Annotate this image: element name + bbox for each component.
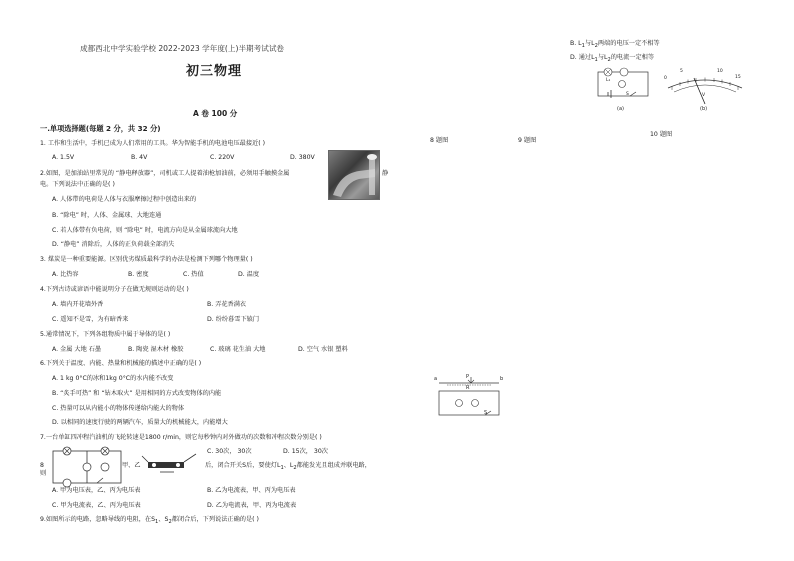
q8-l2-subscript: 2: [293, 465, 297, 472]
option-b-right: [570, 40, 660, 49]
q2-opt-c: C. 若人体带有负电荷，则 “除电” 时，电流方向是从金属球流向大地: [52, 227, 238, 234]
option-b-right-b: 与L: [584, 40, 595, 47]
circuit-a-diagram: [594, 68, 652, 102]
fig-a-caption: (a): [617, 106, 624, 112]
dial-label-0: 0: [664, 76, 667, 81]
fig10-caption: 10 题图: [650, 131, 673, 138]
q5-opt-b: B. 陶瓷 湿木材 橡胶: [128, 346, 184, 353]
q7-opt-d: D. 15次， 30次: [283, 448, 328, 455]
fig9-caption: 9 题图: [518, 137, 537, 144]
q8-circuit-diagram: [47, 447, 127, 489]
rheostat-label-b: b: [500, 376, 504, 382]
q1-opt-b: B. 4V: [131, 154, 148, 161]
q1-opt-a: A. 1.5V: [52, 154, 75, 161]
q8-opt-c: C. 甲为电流表，乙、丙为电压表: [52, 502, 141, 509]
voltmeter-dial: [664, 70, 746, 106]
option-b-right-a: B. L: [570, 40, 582, 47]
dial-label-15: 15: [735, 75, 741, 80]
rheostat-label-a: a: [434, 376, 438, 382]
q7-stem: 7.一台单缸四冲程汽油机的飞轮转速是1800 r/min，则它每秒钟内对外做功的次数和冲程次数分别是( ): [40, 434, 322, 441]
q4-stem: 4.下列古诗或谚语中能说明分子在做无规则运动的是( ): [40, 286, 189, 293]
option-b-sub1: 1: [581, 43, 585, 50]
q8-tool-figure: [140, 450, 200, 478]
q6-stem: 6.下列关于温度、内能、热量和机械能的描述中正确的是( ): [40, 360, 202, 367]
static-discharger-photo: [328, 150, 380, 200]
q9-stem-b: 、S: [158, 516, 169, 523]
q3-opt-a: A. 比热容: [52, 271, 79, 278]
q4-opt-a: A. 墙内开花墙外香: [52, 301, 104, 308]
rheostat-label-r: R: [466, 385, 470, 391]
q8-fragment-c-text: 、L: [283, 462, 294, 469]
circuit-a-label-s: S: [626, 92, 629, 97]
q9-s2-subscript: 2: [168, 519, 172, 526]
q8-fragment-d-text: 都能发光且组成并联电路，: [296, 462, 371, 469]
q4-opt-d: D. 纷纷暮雪下辕门: [207, 316, 260, 323]
q8-l1-subscript: 1: [280, 465, 284, 472]
q5-opt-a: A. 金属 大地 石墨: [52, 346, 102, 353]
q1-opt-c: C. 220V: [210, 154, 235, 161]
q2-stem-2: 电。下列说法中正确的是( ): [40, 181, 115, 188]
q2-opt-b: B. “除电” 时，人体、金属球、大地连通: [52, 212, 162, 219]
q8-opt-b: B. 乙为电流表，甲、丙为电压表: [207, 487, 296, 494]
q6-opt-d: D. 以相同的速度行驶的两辆汽车，质量大的机械能大，内能增大: [52, 419, 228, 426]
dial-label-10: 10: [717, 69, 723, 74]
option-b-right-c: 两端的电压一定不相等: [597, 40, 660, 47]
volume-label: A 卷 100 分: [193, 109, 238, 118]
option-d-right-c: 的电流一定相等: [610, 54, 655, 61]
option-d-right-a: D. 通过L: [570, 54, 595, 61]
q4-opt-b: B. 弄花香满衣: [207, 301, 247, 308]
option-d-right-b: 与L: [597, 54, 608, 61]
q8-tail: 则: [40, 470, 47, 477]
q9-stem-c: 都闭合后，下列说法正确的是( ): [171, 516, 259, 523]
fig8-caption: 8 题图: [430, 137, 449, 144]
dial-label-5: 5: [680, 69, 683, 74]
q4-opt-c: C. 遥知不是雪，为有暗香来: [52, 316, 129, 323]
q2-stem-tail: 静: [382, 170, 389, 177]
rheostat-label-p: P: [466, 374, 470, 380]
q9-stem: [40, 516, 259, 525]
q9-stem-a: 9.如图所示的电路，忽略导线的电阻，在S: [40, 516, 156, 523]
subject-title: 初三物理: [186, 64, 243, 79]
rheostat-circuit-diagram: [435, 377, 505, 419]
q7-opt-c: C. 30次， 30次: [207, 448, 252, 455]
q3-stem: 3. 煤炭是一种重要能源。区别优劣煤质最科学的办法是检测下列哪个物理量( ): [40, 256, 253, 263]
q1-opt-d: D. 380V: [290, 154, 315, 161]
q9-s1-subscript: 1: [155, 519, 159, 526]
q6-opt-c: C. 热量可以从内能小的物体传递给内能大的物体: [52, 405, 185, 412]
q2-stem: 2.如图，是加油站里常见的 “静电释放器”，司机或工人提着油枪加油前，必须用手触摸金属: [40, 170, 290, 177]
q5-stem: 5.通常情况下，下列各组物质中属于导体的是( ): [40, 331, 171, 338]
fig-b-caption: (b): [700, 106, 708, 112]
circuit-a-label-l1: L₁: [606, 78, 611, 83]
rheostat-label-s: S: [484, 410, 488, 416]
q5-opt-d: D. 空气 水银 塑料: [298, 346, 348, 353]
q8-opt-a: A. 甲为电压表，乙、丙为电压表: [52, 487, 141, 494]
q8-fragment-b-text: 后，闭合开关S后，要使灯L: [205, 462, 281, 469]
q5-opt-c: C. 玻璃 花生油 大地: [210, 346, 266, 353]
q3-opt-c: C. 热值: [183, 271, 204, 278]
option-d-right: [570, 54, 654, 63]
q1-stem: 1. 工作和生活中，手机已成为人们常用的工具。华为智能手机的电池电压最接近( ): [40, 140, 266, 147]
q8-opt-d: D. 乙为电流表，甲、丙为电流表: [207, 502, 297, 509]
q8-number: 8: [40, 462, 44, 469]
q6-opt-a: A. 1 kg 0°C的冰和1kg 0°C的水内能不改变: [52, 375, 174, 382]
school-exam-title: 成都西北中学实验学校 2022-2023 学年度(上)半期考试试卷: [80, 44, 285, 53]
option-b-sub2: 2: [594, 43, 598, 50]
q8-fragment-a: 甲、乙: [122, 462, 141, 469]
q2-opt-d: D. “静电” 消除后，人体的正负荷载全部消失: [52, 241, 175, 248]
option-d-sub2: 2: [607, 57, 611, 64]
option-d-sub1: 1: [594, 57, 598, 64]
q3-opt-b: B. 密度: [128, 271, 149, 278]
q2-opt-a: A. 人体带的电荷是人体与衣服摩擦过程中创造出来的: [52, 196, 197, 203]
section-title: 一.单项选择题(每题 2 分，共 32 分): [40, 124, 161, 133]
dial-label-v: V: [702, 93, 706, 98]
q6-opt-b: B. “炙手可热” 和 “钻木取火” 是用相同的方式改变物体的内能: [52, 390, 222, 397]
q8-fragment-b: [205, 462, 371, 471]
q3-opt-d: D. 温度: [238, 271, 260, 278]
